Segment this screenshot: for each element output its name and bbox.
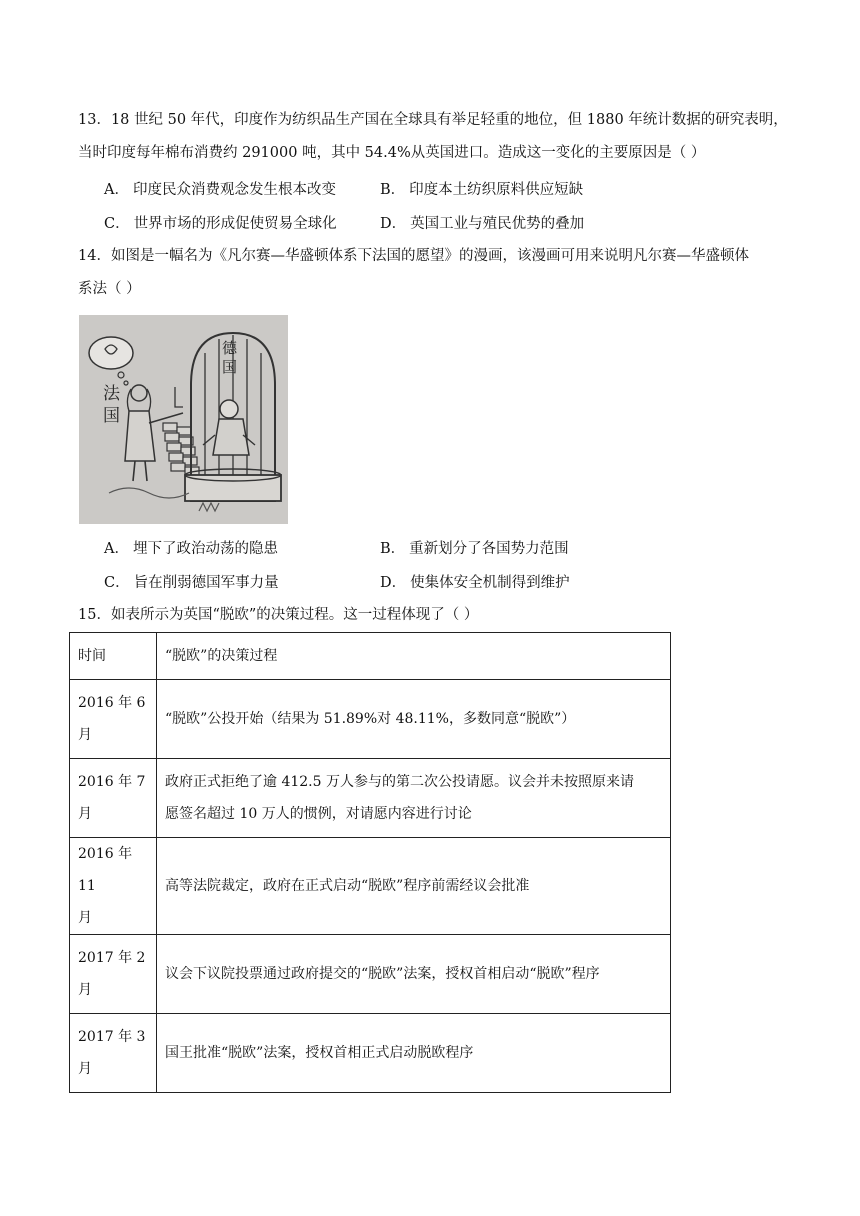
option-letter: A． <box>104 182 129 198</box>
time-line-1: 2016 年 6 <box>78 695 146 711</box>
table-cell-process <box>157 759 671 838</box>
table-row <box>70 935 671 1014</box>
question-13-line-1: 13．18 世纪 50 年代，印度作为纺织品生产国在全球具有举足轻重的地位，但 1880 年统计数据的研究表明， <box>78 112 788 128</box>
table-cell-process <box>157 838 671 935</box>
time-line-2: 月 <box>78 982 92 998</box>
question-13-option-c[interactable] <box>104 214 337 234</box>
option-letter: C． <box>104 216 130 232</box>
table-cell-time <box>70 1014 157 1093</box>
table-cell-time <box>70 759 157 838</box>
time-line-2: 月 <box>78 727 92 743</box>
question-14-line-1: 14．如图是一幅名为《凡尔赛—华盛顿体系下法国的愿望》的漫画，该漫画可用来说明凡尔赛—华盛顿体 <box>78 248 749 264</box>
brexit-timeline-table <box>69 632 671 1093</box>
cartoon-label-france: 法国 <box>103 384 120 426</box>
question-13-option-b[interactable] <box>380 180 583 200</box>
table-cell-process <box>157 1014 671 1093</box>
option-text: 使集体安全机制得到维护 <box>410 575 570 591</box>
question-13-option-a[interactable] <box>104 180 336 200</box>
table-cell-time <box>70 935 157 1014</box>
table-header-process: “脱欧”的决策过程 <box>157 633 671 680</box>
process-text: 国王批准“脱欧”法案，授权首相正式启动脱欧程序 <box>165 1045 474 1061</box>
process-text: 政府正式拒绝了逾 412.5 万人参与的第二次公投请愿。议会并未按照原来请 <box>165 774 634 790</box>
option-text: 印度民众消费观念发生根本改变 <box>132 182 336 198</box>
question-13-stem <box>78 104 788 170</box>
question-14-option-b[interactable] <box>380 539 569 559</box>
table-cell-process <box>157 935 671 1014</box>
process-text: 高等法院裁定，政府在正式启动“脱欧”程序前需经议会批准 <box>165 878 530 894</box>
option-text: 英国工业与殖民优势的叠加 <box>410 216 585 232</box>
table-row <box>70 680 671 759</box>
process-text: “脱欧”公投开始（结果为 51.89%对 48.11%，多数同意“脱欧”） <box>165 711 576 727</box>
time-line-1: 2017 年 2 <box>78 950 146 966</box>
question-14-line-2: 系法（ ） <box>78 281 141 297</box>
time-line-1: 2017 年 3 <box>78 1029 146 1045</box>
process-text: 议会下议院投票通过政府提交的“脱欧”法案，授权首相启动“脱欧”程序 <box>165 966 600 982</box>
cartoon-image <box>79 315 288 524</box>
time-line-2: 月 <box>78 1061 92 1077</box>
question-15-stem <box>78 599 783 632</box>
process-text-continued: 愿签名超过 10 万人的惯例，对请愿内容进行讨论 <box>165 806 472 822</box>
option-text: 印度本土纺织原料供应短缺 <box>409 182 584 198</box>
question-14-option-a[interactable] <box>104 539 278 559</box>
cartoon-label-germany: 德国 <box>222 339 238 376</box>
table-header-row <box>70 633 671 680</box>
option-letter: D． <box>380 575 407 591</box>
option-letter: A． <box>104 541 129 557</box>
option-text: 世界市场的形成促使贸易全球化 <box>133 216 337 232</box>
question-14-option-c[interactable] <box>104 573 279 593</box>
option-text: 重新划分了各国势力范围 <box>409 541 569 557</box>
time-line-2: 月 <box>78 806 92 822</box>
question-15-line-1: 15．如表所示为英国“脱欧”的决策过程。这一过程体现了（ ） <box>78 607 479 623</box>
table-cell-time <box>70 838 157 935</box>
option-letter: D． <box>380 216 407 232</box>
table-header-time: 时间 <box>70 633 157 680</box>
question-13-line-2: 当时印度每年棉布消费约 291000 吨，其中 54.4%从英国进口。造成这一变化的主要原因是（ ） <box>78 145 706 161</box>
table-row <box>70 1014 671 1093</box>
table-row <box>70 838 671 935</box>
table-cell-time <box>70 680 157 759</box>
time-line-1: 2016 年 11 <box>78 846 133 894</box>
table-row <box>70 759 671 838</box>
table-cell-process <box>157 680 671 759</box>
option-text: 旨在削弱德国军事力量 <box>133 575 279 591</box>
question-14-stem <box>78 240 783 306</box>
time-line-2: 月 <box>78 910 92 926</box>
question-13-option-d[interactable] <box>380 214 584 234</box>
option-letter: B． <box>380 541 406 557</box>
option-text: 埋下了政治动荡的隐患 <box>132 541 278 557</box>
option-letter: C． <box>104 575 130 591</box>
question-14-option-d[interactable] <box>380 573 570 593</box>
time-line-1: 2016 年 7 <box>78 774 146 790</box>
option-letter: B． <box>380 182 406 198</box>
